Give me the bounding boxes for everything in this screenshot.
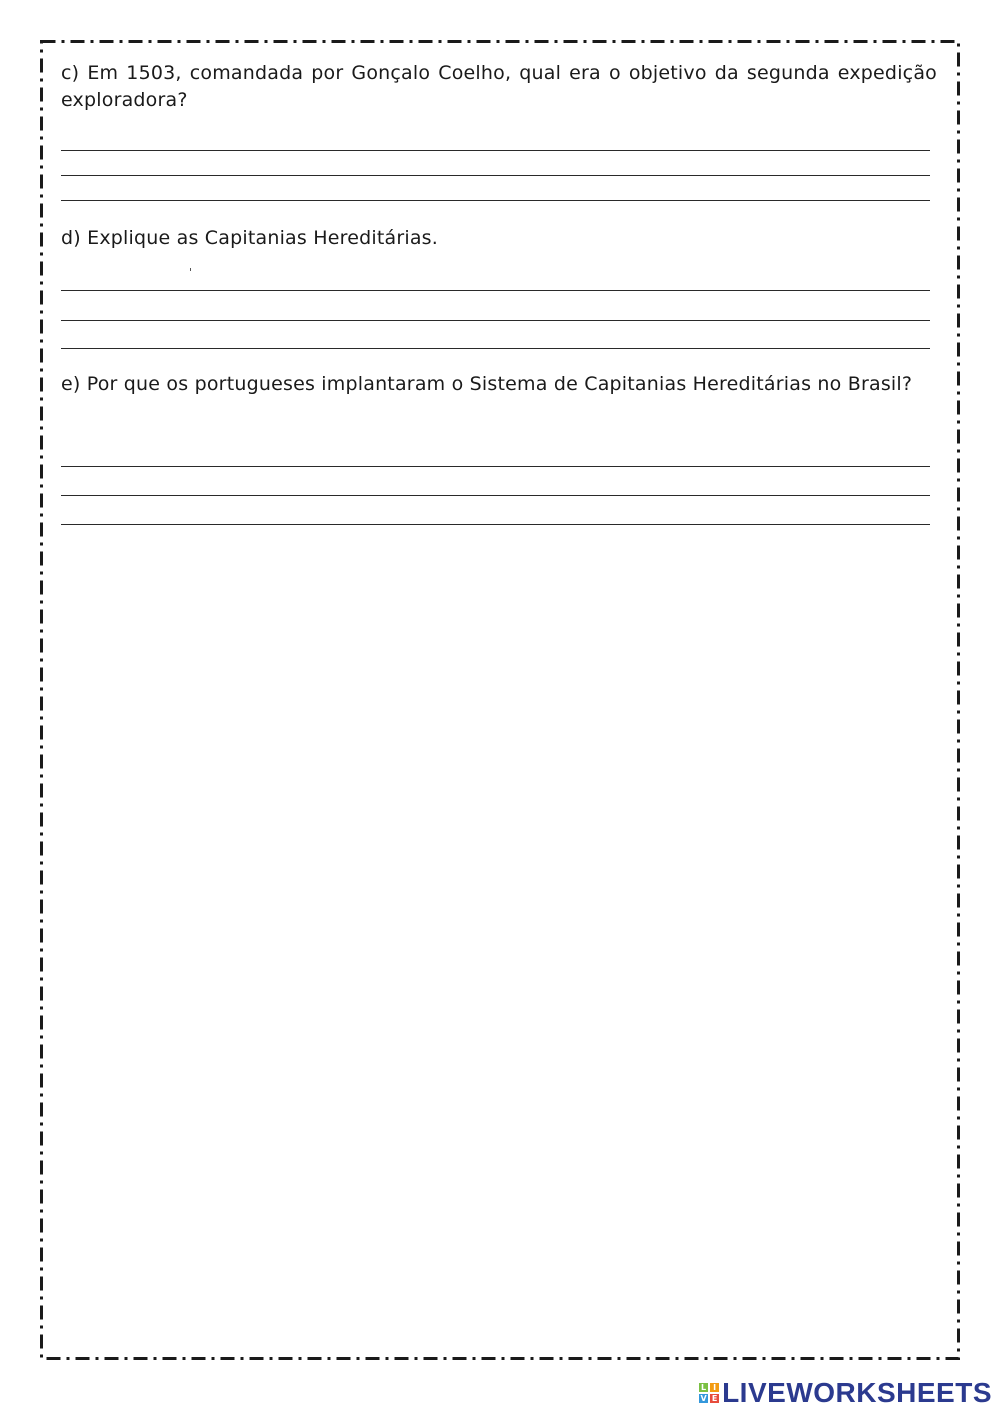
question-d-text: d) Explique as Capitanias Hereditárias. (61, 227, 439, 249)
answer-line[interactable] (61, 200, 930, 201)
liveworksheets-logo (699, 1377, 992, 1409)
logo-block: E (711, 1394, 718, 1403)
logo-blocks-icon (699, 1383, 719, 1403)
answer-line[interactable] (61, 466, 930, 467)
logo-block: I (710, 1383, 719, 1392)
answer-line[interactable] (61, 495, 930, 496)
answer-line[interactable] (61, 348, 930, 349)
logo-block: V (700, 1394, 707, 1403)
question-e (61, 371, 937, 398)
answer-line[interactable] (61, 524, 930, 525)
answer-line[interactable] (61, 175, 930, 176)
answer-line[interactable] (61, 320, 930, 321)
stray-mark (190, 268, 191, 271)
answer-line[interactable] (61, 150, 930, 151)
brand-name: LIVEWORKSHEETS (722, 1377, 992, 1408)
question-d (61, 225, 937, 252)
logo-block: L (701, 1383, 707, 1392)
question-e-text: e) Por que os portugueses implantaram o Sistema de Capitanias Hereditárias no Brasil? (61, 373, 913, 395)
question-c (61, 60, 937, 114)
question-c-text: c) Em 1503, comandada por Gonçalo Coelho, qual era o objetivo da segunda expedição exploradora? (61, 62, 937, 111)
answer-line[interactable] (61, 290, 930, 291)
